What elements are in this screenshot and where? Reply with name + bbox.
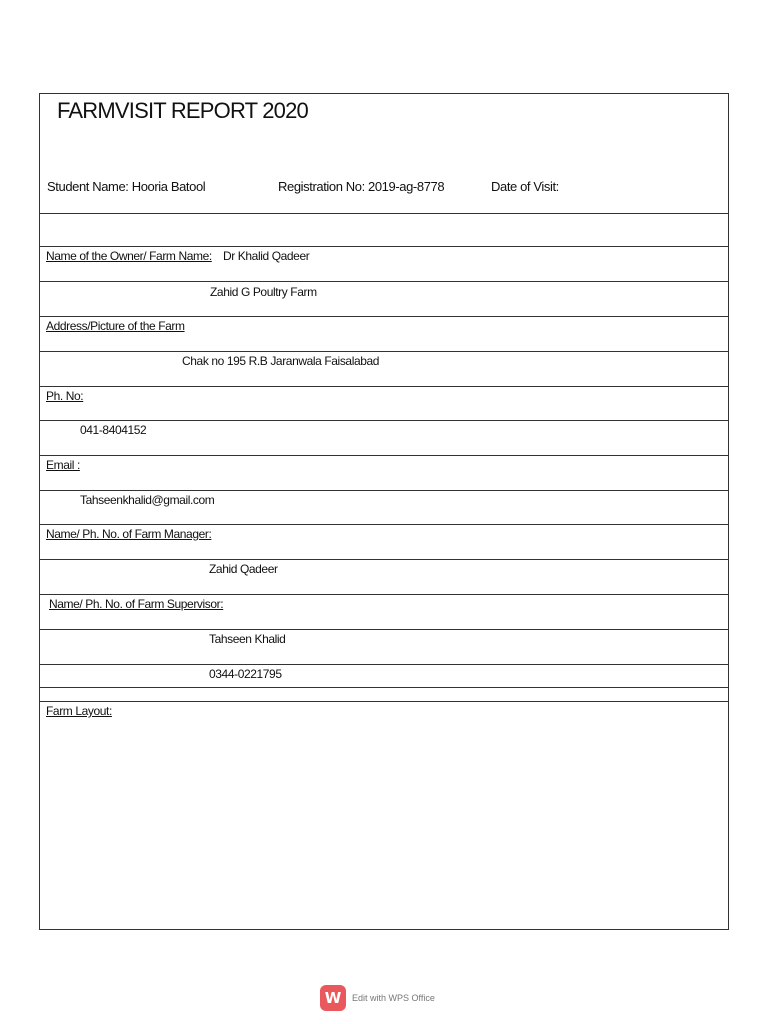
registration-number: Registration No: 2019-ag-8778 <box>278 179 445 194</box>
manager-label: Name/ Ph. No. of Farm Manager: <box>46 527 212 541</box>
farm-layout-label: Farm Layout: <box>46 704 112 718</box>
report-header <box>40 94 728 214</box>
manager-value-row <box>40 560 728 595</box>
address-label-row <box>40 317 728 352</box>
spacer-row <box>40 688 728 702</box>
phone-value-row <box>40 421 728 456</box>
phone-label-row <box>40 387 728 421</box>
email-label: Email : <box>46 458 80 472</box>
phone-label: Ph. No: <box>46 389 84 403</box>
farm-visit-report-form <box>39 93 729 930</box>
supervisor-phone-value: 0344-0221795 <box>209 667 282 681</box>
supervisor-label: Name/ Ph. No. of Farm Supervisor: <box>49 597 224 611</box>
manager-label-row <box>40 525 728 560</box>
email-value: Tahseenkhalid@gmail.com <box>80 493 215 507</box>
owner-label: Name of the Owner/ Farm Name: <box>46 249 212 263</box>
student-name: Student Name: Hooria Batool <box>47 179 206 194</box>
address-value-row <box>40 352 728 387</box>
farm-name-value: Zahid G Poultry Farm <box>210 285 317 299</box>
report-title: FARMVISIT REPORT 2020 <box>57 98 308 123</box>
email-label-row <box>40 456 728 491</box>
supervisor-name-row <box>40 630 728 665</box>
address-label: Address/Picture of the Farm <box>46 319 185 333</box>
wps-logo-icon: W <box>320 985 346 1011</box>
supervisor-label-row <box>40 595 728 630</box>
email-value-row <box>40 491 728 525</box>
farm-name-row <box>40 282 728 317</box>
wps-edit-text: Edit with WPS Office <box>352 993 435 1003</box>
supervisor-phone-row <box>40 665 728 688</box>
empty-row <box>40 213 728 247</box>
date-of-visit: Date of Visit: <box>491 179 559 194</box>
manager-value: Zahid Qadeer <box>209 562 278 576</box>
phone-value: 041-8404152 <box>80 423 147 437</box>
owner-row <box>40 247 728 282</box>
address-value: Chak no 195 R.B Jaranwala Faisalabad <box>182 354 380 368</box>
supervisor-name-value: Tahseen Khalid <box>209 632 286 646</box>
farm-layout-section <box>40 702 728 930</box>
wps-edit-badge[interactable] <box>320 985 435 1011</box>
owner-value: Dr Khalid Qadeer <box>223 249 310 263</box>
